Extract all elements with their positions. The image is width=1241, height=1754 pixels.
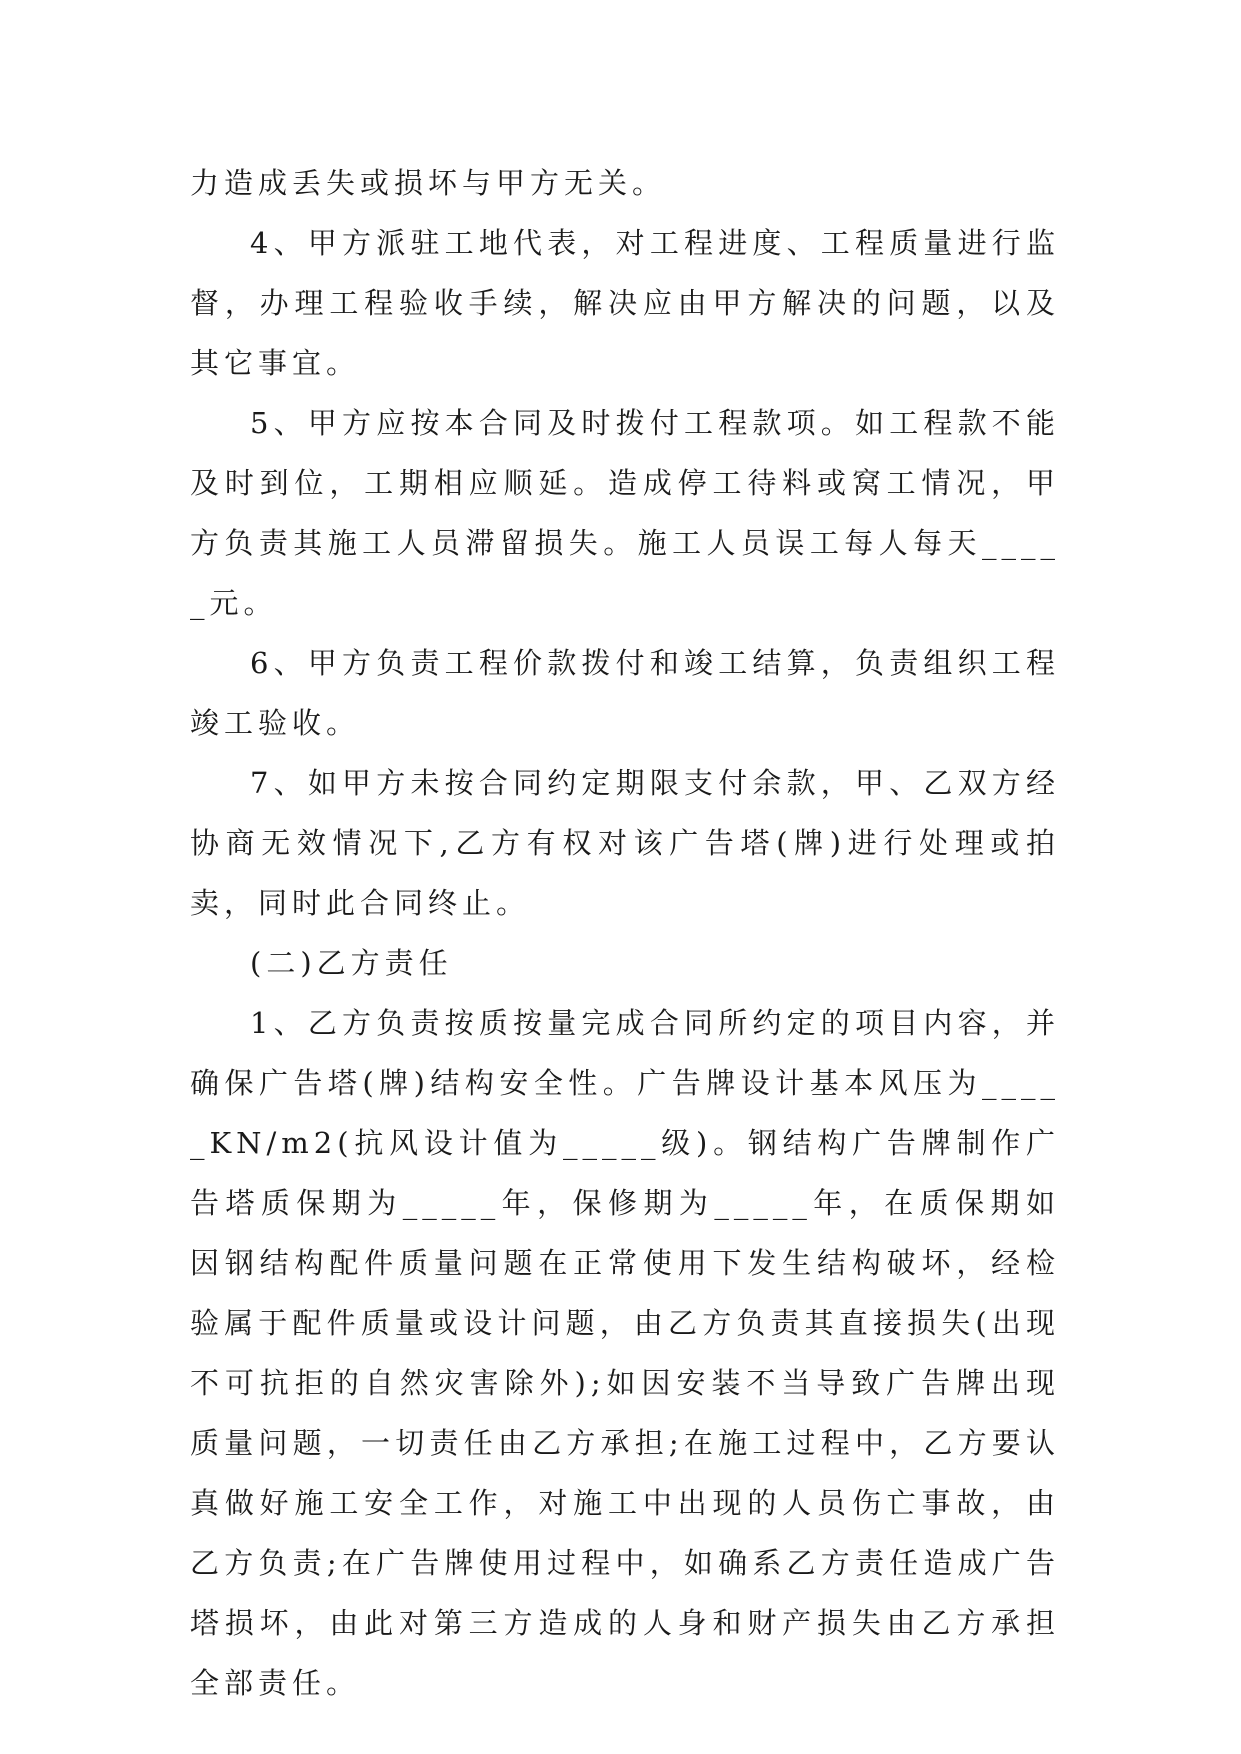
paragraph-clause-7: 7、如甲方未按合同约定期限支付余款，甲、乙双方经协商无效情况下,乙方有权对该广告塔(牌)进行处理或拍卖，同时此合同终止。 <box>190 766 1060 920</box>
paragraph-clause-4: 4、甲方派驻工地代表，对工程进度、工程质量进行监督，办理工程验收手续，解决应由甲方解决的问题，以及其它事宜。 <box>190 226 1060 380</box>
paragraph-party-b-clause-1: 1、乙方负责按质按量完成合同所约定的项目内容，并确保广告塔(牌)结构安全性。广告牌设计基本风压为_____KN/m2(抗风设计值为_____级)。钢结构广告牌制作广告塔质保期为_____年，保修期为_____年，在质保期如因钢结构配件质量问题在正常使用下发生结构破坏，经检验属于配件质量或设计问题，由乙方负责其直接损失(出现不可抗拒的自然灾害除外);如因安装不当导致广告牌出现质量问题，一切责任由乙方承担;在施工过程中，乙方要认真做好施工安全工作，对施工中出现的人员伤亡事故，由乙方负责;在广告牌使用过程中，如确系乙方责任造成广告塔损坏，由此对第三方造成的人身和财产损失由乙方承担全部责任。 <box>190 1006 1060 1700</box>
paragraph-continuation: 力造成丢失或损坏与甲方无关。 <box>190 166 667 200</box>
document-body <box>190 153 1060 1713</box>
paragraph-clause-5: 5、甲方应按本合同及时拨付工程款项。如工程款不能及时到位，工期相应顺延。造成停工待料或窝工情况，甲方负责其施工人员滞留损失。施工人员误工每人每天_____元。 <box>190 406 1060 620</box>
section-heading-party-b: (二)乙方责任 <box>250 946 453 980</box>
paragraph-clause-6: 6、甲方负责工程价款拨付和竣工结算，负责组织工程竣工验收。 <box>190 646 1060 740</box>
